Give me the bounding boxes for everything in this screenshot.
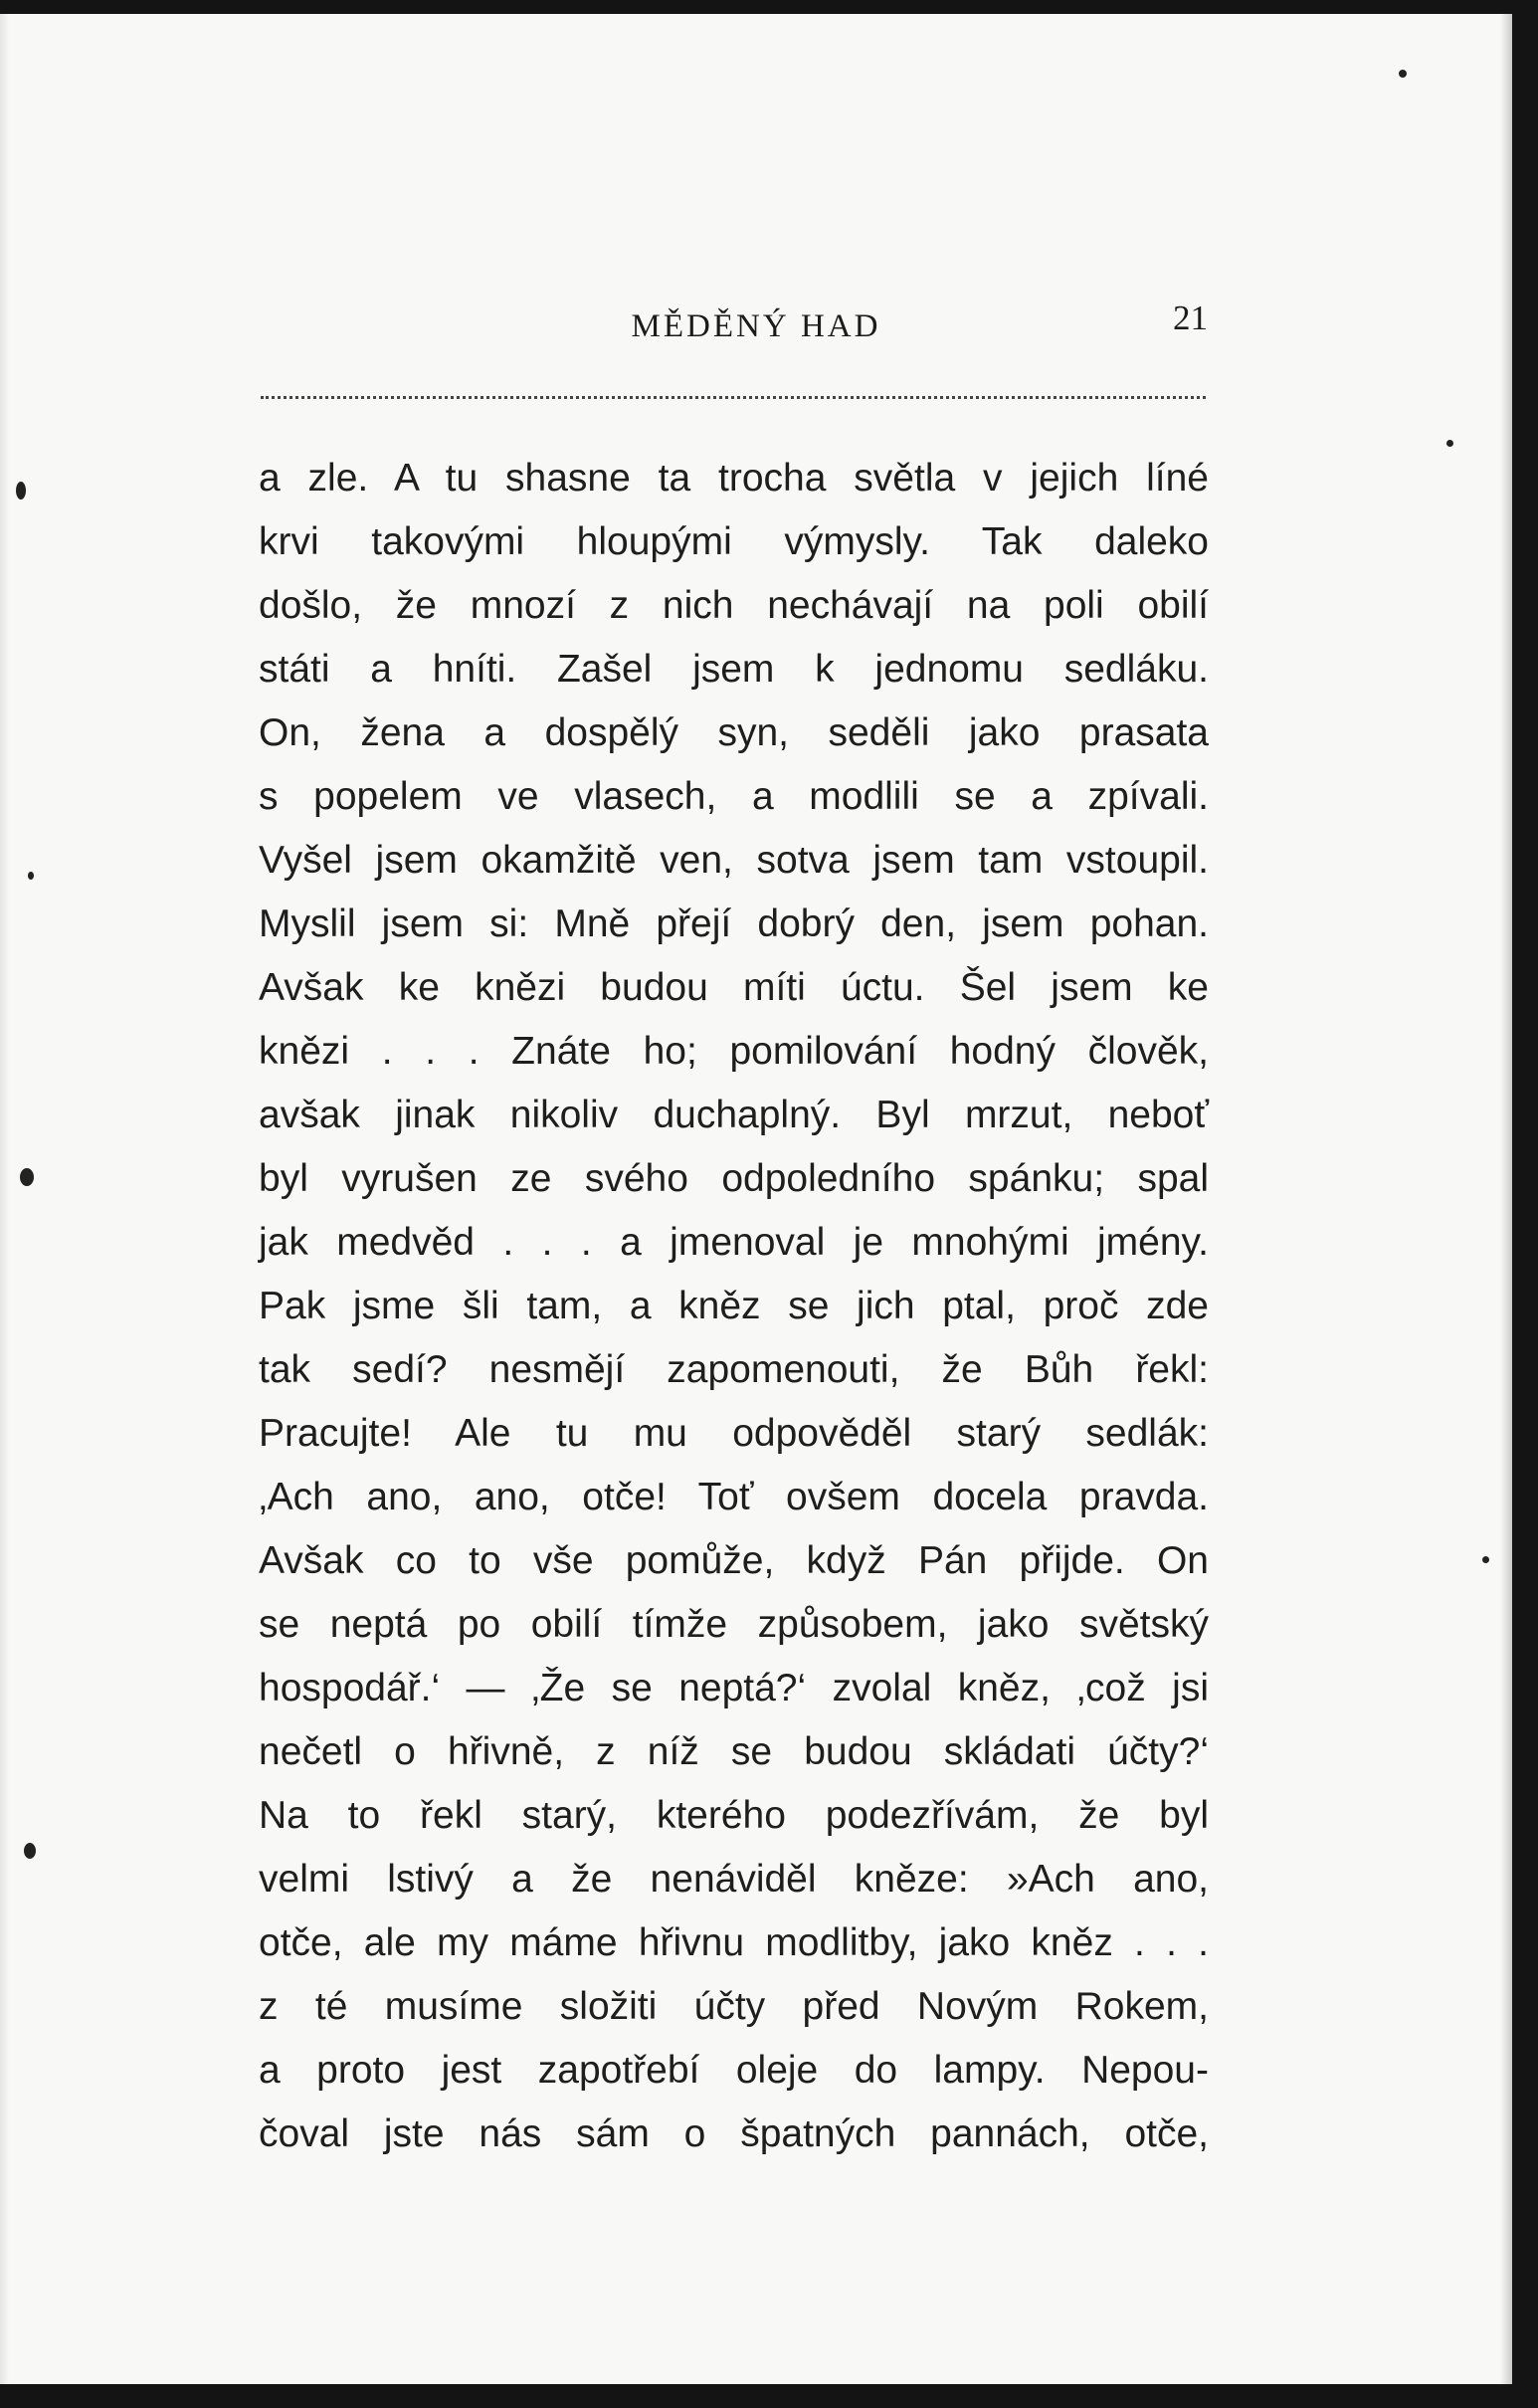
text-line: se neptá po obilí tímže způsobem, jako světský xyxy=(259,1603,1209,1646)
page-gutter-shadow xyxy=(0,14,10,2384)
running-head xyxy=(259,299,1253,358)
text-line: čoval jste nás sám o špatných pannách, otče, xyxy=(259,2112,1209,2155)
body-text xyxy=(259,447,1209,2166)
scan-speck xyxy=(28,872,34,880)
text-line: tak sedí? nesmějí zapomenouti, že Bůh řekl: xyxy=(259,1348,1209,1391)
text-line: avšak jinak nikoliv duchaplný. Byl mrzut, neboť xyxy=(259,1094,1209,1136)
text-line: knězi . . . Znáte ho; pomilování hodný člověk, xyxy=(259,1030,1209,1073)
text-line: otče, ale my máme hřivnu modlitby, jako kněz . . . xyxy=(259,1921,1209,1964)
text-line: Myslil jsem si: Mně přejí dobrý den, jsem pohan. xyxy=(259,903,1209,945)
text-line: jak medvěd . . . a jmenoval je mnohými jmény. xyxy=(259,1221,1209,1264)
text-line: Avšak ke knězi budou míti úctu. Šel jsem ke xyxy=(259,966,1209,1009)
text-line: Pracujte! Ale tu mu odpověděl starý sedlák: xyxy=(259,1412,1209,1455)
text-line: Vyšel jsem okamžitě ven, sotva jsem tam vstoupil. xyxy=(259,839,1209,882)
scan-speck xyxy=(16,482,26,500)
text-line: a zle. A tu shasne ta trocha světla v jejich líné xyxy=(259,457,1209,500)
text-line: On, žena a dospělý syn, seděli jako prasata xyxy=(259,711,1209,754)
text-line: byl vyrušen ze svého odpoledního spánku; spal xyxy=(259,1157,1209,1200)
page-number: 21 xyxy=(1173,299,1208,337)
text-line: z té musíme složiti účty před Novým Rokem, xyxy=(259,1985,1209,2028)
scan-speck xyxy=(20,1168,34,1186)
scan-speck xyxy=(24,1843,36,1859)
scan-speck xyxy=(1482,1556,1489,1563)
page-edge-shadow xyxy=(1500,14,1512,2384)
text-line: hospodář.‘ — ‚Že se neptá?‘ zvolal kněz, ‚což jsi xyxy=(259,1667,1209,1709)
scan-speck xyxy=(1399,70,1407,78)
text-line: Avšak co to vše pomůže, když Pán přijde. On xyxy=(259,1539,1209,1582)
text-line: a proto jest zapotřebí oleje do lampy. Nepou- xyxy=(259,2049,1209,2092)
text-line: Na to řekl starý, kterého podezřívám, že byl xyxy=(259,1794,1209,1837)
text-line: s popelem ve vlasech, a modlili se a zpívali. xyxy=(259,775,1209,818)
text-line: nečetl o hřivně, z níž se budou skládati účty?‘ xyxy=(259,1730,1209,1773)
running-head-title: MĚDĚNÝ HAD xyxy=(631,308,881,344)
text-line: došlo, že mnozí z nich nechávají na poli obilí xyxy=(259,584,1209,627)
text-line: krvi takovými hloupými výmysly. Tak daleko xyxy=(259,520,1209,563)
scan-speck xyxy=(1446,440,1453,447)
text-line: Pak jsme šli tam, a kněz se jich ptal, proč zde xyxy=(259,1285,1209,1327)
book-page xyxy=(0,14,1512,2384)
text-line: ‚Ach ano, ano, otče! Toť ovšem docela pravda. xyxy=(259,1476,1209,1518)
text-line: velmi lstivý a že nenáviděl kněze: »Ach ano, xyxy=(259,1858,1209,1901)
text-line: státi a hníti. Zašel jsem k jednomu sedláku. xyxy=(259,648,1209,691)
header-dotted-rule xyxy=(261,396,1206,399)
